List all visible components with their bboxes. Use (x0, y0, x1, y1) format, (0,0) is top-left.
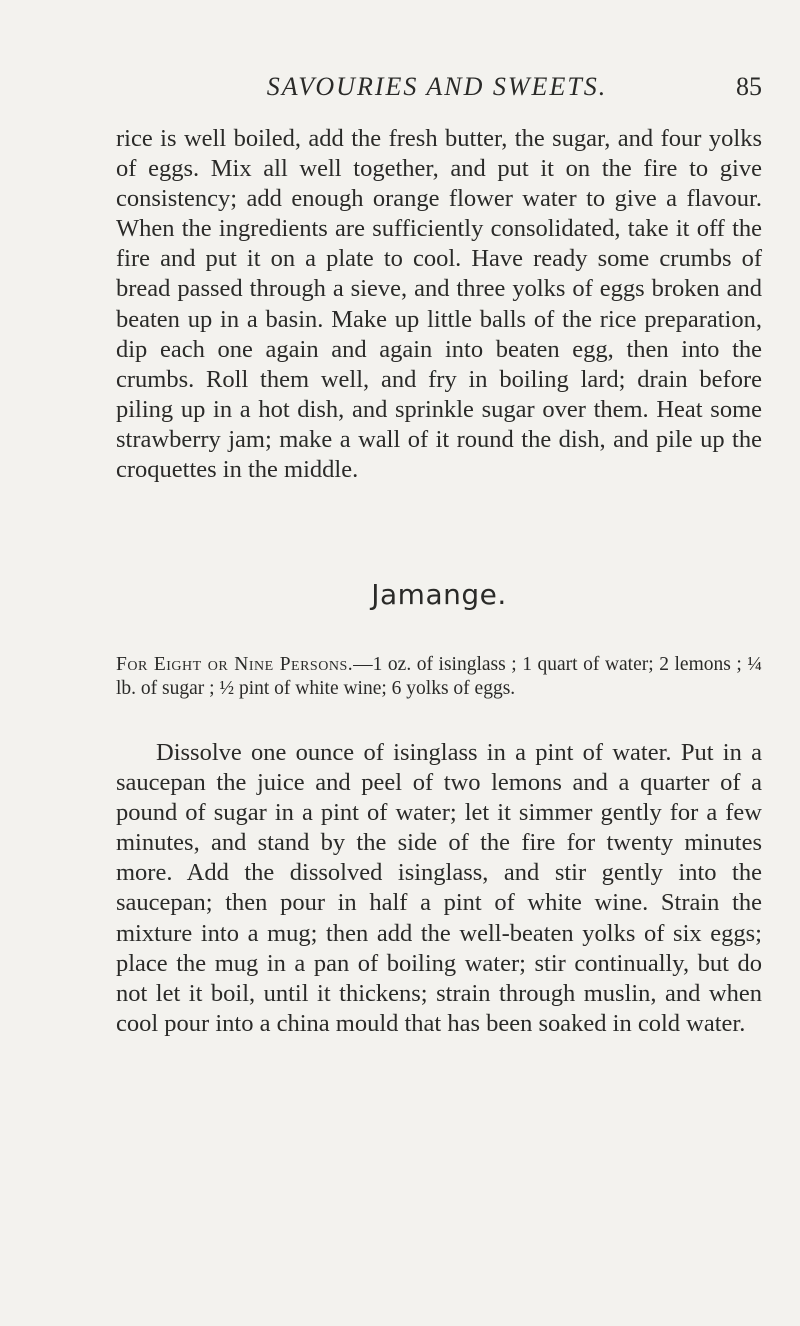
recipe-heading: Jamange. (371, 578, 507, 611)
persons-label: For Eight or Nine Persons. (116, 654, 354, 675)
running-title: SAVOURIES AND SWEETS. (266, 72, 608, 101)
paragraph-croquettes-continued: rice is well boiled, add the fresh butter, the sugar, and four yolks of eggs. Mix all well together, and put it on the fire to give consistency; add enough orange flower water to give a flavour. When the ingredients are sufficiently consolidated, take it off the fire and put it on a plate to cool. Have ready some crumbs of bread passed through a sieve, and three yolks of eggs broken and beaten up in a basin. Make up little balls of the rice preparation, dip each one again and again into beaten egg, then into the crumbs. Roll them well, and fry in boiling lard; drain before piling up in a hot dish, and sprinkle sugar over them. Heat some strawberry jam; make a wall of it round the dish, and pile up the croquettes in the middle. (116, 125, 762, 484)
running-head (112, 72, 762, 112)
paragraph-method: Dissolve one ounce of isinglass in a pint of water. Put in a saucepan the juice and peel of two lemons and a quarter of a pound of sugar in a pint of water; let it simmer gently for a few minutes, and stand by the side of the fire for twenty minutes more. Add the dissolved isinglass, and stir gently into the saucepan; then pour in half a pint of white wine. Strain the mixture into a mug; then add the well-beaten yolks of six eggs; place the mug in a pan of boiling water; stir continually, but do not let it boil, until it thickens; strain through muslin, and when cool pour into a china mould that has been soaked in cold water. (116, 739, 762, 1037)
page-number: 85 (736, 72, 762, 101)
ingredients-line (116, 653, 762, 700)
ingredients-list: —1 oz. of isinglass ; 1 quart of water; 2 lemons ; ¼ lb. of sugar ; ½ pint of white wine; 6 yolks of eggs. (116, 654, 762, 699)
